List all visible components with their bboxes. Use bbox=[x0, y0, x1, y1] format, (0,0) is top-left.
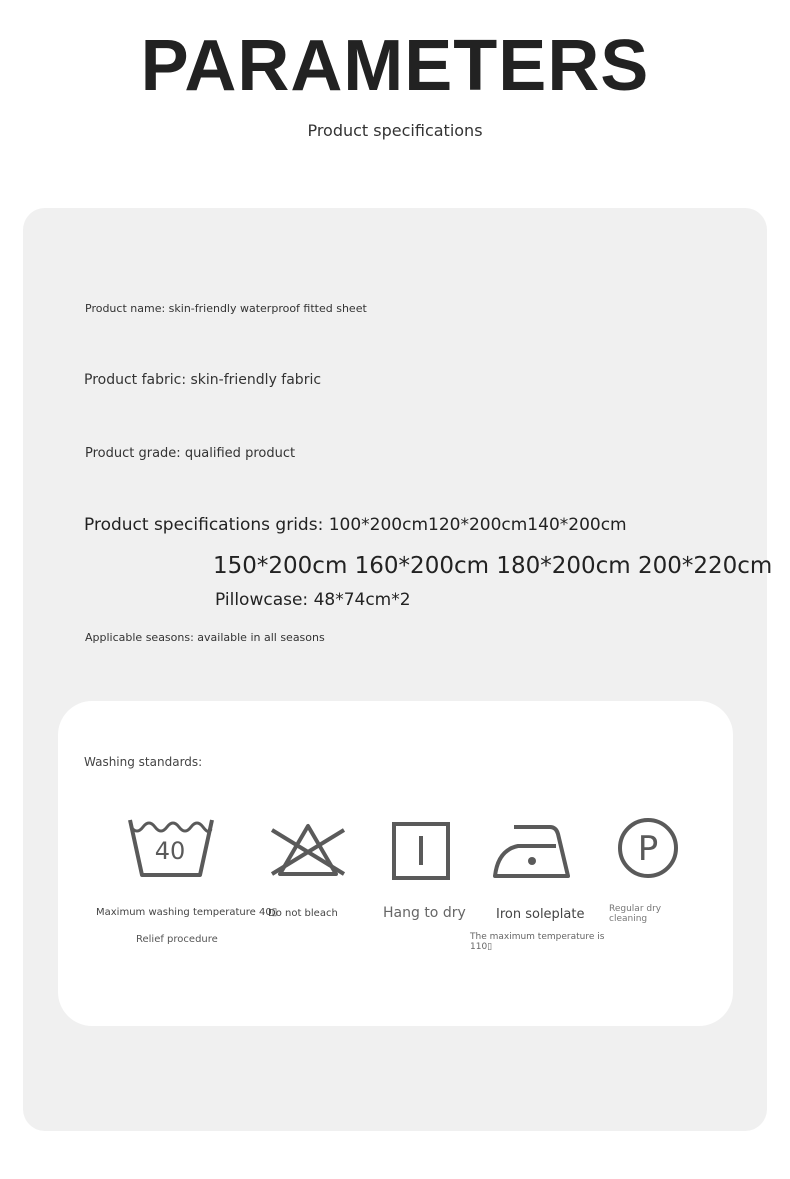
iron-icon bbox=[490, 820, 574, 882]
page-subtitle: Product specifications bbox=[307, 121, 483, 140]
wash-temperature-number: 40 bbox=[154, 837, 186, 865]
hang-dry-icon bbox=[390, 820, 452, 882]
relief-procedure-label: Relief procedure bbox=[136, 934, 218, 945]
iron-label: Iron soleplate bbox=[496, 907, 585, 922]
product-fabric: Product fabric: skin-friendly fabric bbox=[84, 372, 322, 388]
page-title: PARAMETERS bbox=[140, 26, 650, 106]
dry-clean-label: Regular dry bbox=[609, 904, 662, 914]
no-bleach-icon bbox=[268, 820, 348, 880]
washing-title: Washing standards: bbox=[84, 755, 203, 769]
product-name: Product name: skin-friendly waterproof fitted sheet bbox=[85, 302, 367, 315]
pillowcase-size: Pillowcase: 48*74cm*2 bbox=[215, 590, 411, 610]
iron-max-temp-value: 110▯ bbox=[470, 942, 493, 952]
applicable-seasons: Applicable seasons: available in all seasons bbox=[85, 631, 325, 644]
product-sizes: 150*200cm 160*200cm 180*200cm 200*220cm bbox=[213, 553, 773, 579]
wash-40-icon bbox=[126, 815, 216, 881]
wash-temperature-label: Maximum washing temperature 40▯ bbox=[96, 907, 278, 918]
hang-dry-label: Hang to dry bbox=[383, 905, 466, 921]
no-bleach-label: Do not bleach bbox=[268, 908, 338, 919]
product-grade: Product grade: qualified product bbox=[85, 446, 296, 461]
iron-max-temp-label: The maximum temperature is bbox=[470, 932, 605, 942]
dry-clean-letter: P bbox=[637, 829, 659, 869]
product-spec-grids: Product specifications grids: 100*200cm120*200cm140*200cm bbox=[84, 515, 627, 535]
dry-clean-p-icon bbox=[616, 816, 680, 880]
dry-clean-label-2: cleaning bbox=[609, 914, 648, 924]
